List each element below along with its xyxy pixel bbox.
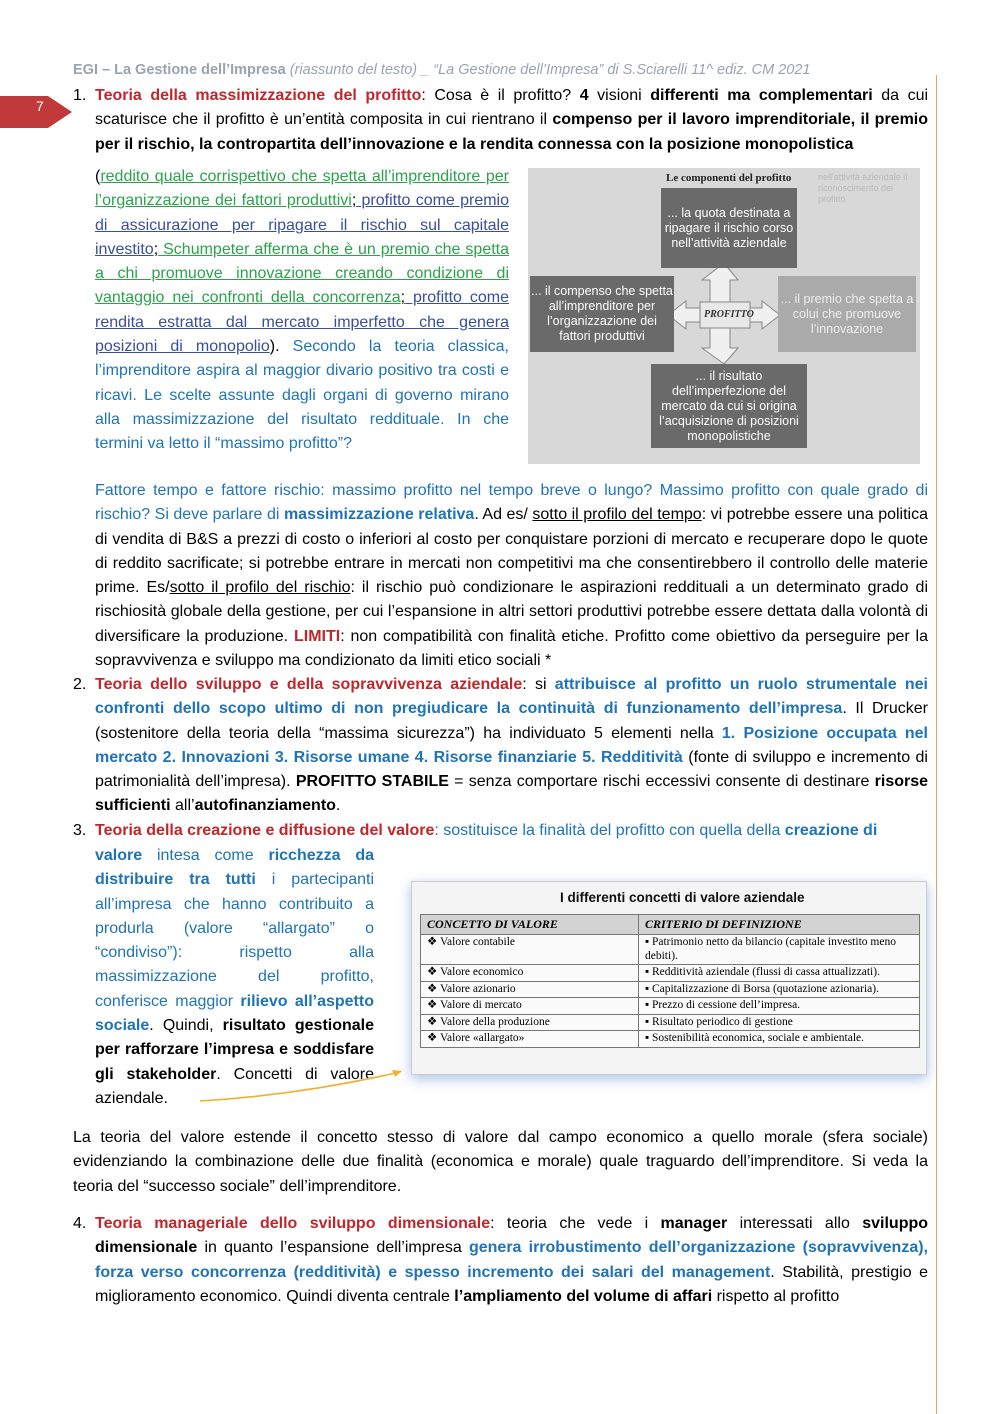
item-1-intro: 1. Teoria della massimizzazione del profitto: Cosa è il profitto? 4 visioni differenti ma complementari da cui scaturisce che il profitto è un’entità composita in cui rientrano il compenso per il lavoro imprenditoriale, il premio per il rischio, la contropartita dell’innovazione e la rendita connessa con la posizione monopolistica xyxy=(95,84,928,157)
table-row: ❖ Valore azionario ▪ Capitalizzazione di Borsa (quotazione azionaria). xyxy=(421,981,920,998)
item-title: Teoria della massimizzazione del profitto xyxy=(95,87,422,104)
figure-title: I differenti concetti di valore aziendale xyxy=(560,890,805,905)
item-1-analysis: Fattore tempo e fattore rischio: massimo profitto nel tempo breve o lungo? Massimo profitto con quale grado di rischio? Si deve parlare di massimizzazione relativa. Ad es/ sotto il profilo del tempo: vi potrebbe essere una politica di vendita di B&S a prezzi di costo o inferiori al costo per conquistare porzioni di mercato e recuperare dopo le quote di reddito sacrificate; si potrebbe entrare in mercati non competitivi ma che consentirebbero il controllo delle materie prime. Es/sotto il profilo del rischio: il rischio può condizionare le aspirazioni reddituali a un determinato grado di rischiosità globale della gestione, per cui l’espansione in altri settori produttivi potrebbe essere dettata dalla volontà di diversificare la produzione. LIMITI: non compatibilità con finalità etiche. Profitto come obiettivo da perseguire per la sopravvivenza e sviluppo ma condizionato da limiti etico sociali * xyxy=(95,482,929,670)
running-header: EGI – La Gestione dell’Impresa (riassunto del testo) _ “La Gestione dell’Impresa” di S.Sciarelli 11^ ediz. CM 2021 xyxy=(73,62,811,78)
box-innovation-premium: ... il premio che spetta a colui che promuove l’innovazione xyxy=(778,276,916,352)
value-concepts-table-figure xyxy=(411,881,927,1075)
value-theory-paragraph: La teoria del valore estende il concetto stesso di valore dal campo economico a quello morale (sfera sociale) evidenziando la combinazione delle due finalità (economica e morale) quale traguardo dell’imprenditore. Si veda la teoria del “successo sociale” dell’imprenditore. xyxy=(73,1129,928,1195)
item-3-intro: 3. Teoria della creazione e diffusione del valore: sostituisce la finalità del profitto con quella della creazione di xyxy=(73,822,878,839)
value-concepts-table xyxy=(420,914,920,1048)
page-tab-arrow-icon xyxy=(0,0,80,140)
item-title: Teoria manageriale dello sviluppo dimensionale xyxy=(95,1215,491,1232)
table-row: ❖ Valore «allargato» ▪ Sostenibilità economica, sociale e ambientale. xyxy=(421,1031,920,1048)
item-1-visions: (reddito quale corrispettivo che spetta all’imprenditore per l’organizzazione dei fattori produttivi; profitto come premio di assicurazione per ripagare il rischio sul capitale investito; Schumpeter afferma che è un premio che spetta a chi promuove innovazione creando condizione di vantaggio nei confronti della concorrenza; profitto come rendita estratta dal mercato imperfetto che genera posizioni di monopolio). Secondo la teoria classica, l’imprenditore aspira al maggior divario positivo tra costi e ricavi. Le scelte assunte dagli organi di governo mirano alla massimizzazione del risultato reddituale. In che termini va letto il “massimo profitto”? xyxy=(95,168,510,453)
table-row: ❖ Valore della produzione ▪ Risultato periodico di gestione xyxy=(421,1014,920,1031)
profit-center-label: PROFITTO xyxy=(704,309,754,320)
table-row: ❖ Valore contabile ▪ Patrimonio netto da bilancio (capitale investito meno debiti). xyxy=(421,935,920,965)
page-margin-rule xyxy=(936,75,937,1414)
item-title: Teoria della creazione e diffusione del valore xyxy=(95,822,435,839)
item-3-body: valore intesa come ricchezza da distribuire tra tutti i partecipanti all’impresa che hanno contribuito a produrla (valore “allargato” o “condiviso”): rispetto alla massimizzazione del profitto, conferisce maggior rilievo all’aspetto sociale. Quindi, risultato gestionale per rafforzare l’impresa e soddisfare gli stakeholder. Concetti di valore aziendale. xyxy=(95,847,375,1107)
column-header: CRITERIO DI DEFINIZIONE xyxy=(639,915,920,935)
box-market-imperfection: ... il risultato dell’imperfezione del mercato da cui si origina l’acquisizione di posizioni monopolistiche xyxy=(651,364,807,448)
item-2: 2. Teoria dello sviluppo e della sopravvivenza aziendale: si attribuisce al profitto un ruolo strumentale nei confronti dello scopo ultimo di non pregiudicare la continuità di funzionamento dell’impresa. Il Drucker (sostenitore della teoria della “massima sicurezza”) ha individuato 5 elementi nella 1. Posizione occupata nel mercato 2. Innovazioni 3. Risorse umane 4. Risorse finanziarie 5. Redditività (fonte di sviluppo e incremento di patrimonialità dell’impresa). PROFITTO STABILE = senza comportare rischi eccessivi consente di destinare risorse sufficienti all’autofinanziamento. xyxy=(73,676,929,815)
item-number: 1. xyxy=(73,87,87,104)
profit-components-figure: nell'attività aziendale il riconoscimento del profitto Le componenti del profitto PROFITTO ... la quota destinata a ripagare il rischio corso nell’attività aziendale ... il compenso che spetta all’imprenditore per l’organizzazione dei fattori produttivi ... il premio che spetta a colui che promuove l’innovazione ... il risultato dell’imperfezione del mercato da cui si origina l’acquisizione di posizioni monopolistiche xyxy=(528,168,920,464)
column-header: CONCETTO DI VALORE xyxy=(421,915,639,935)
box-entrepreneur-compensation: ... il compenso che spetta all’imprenditore per l’organizzazione dei fattori produttivi xyxy=(530,276,674,352)
item-4: 4. Teoria manageriale dello sviluppo dimensionale: teoria che vede i manager interessati allo sviluppo dimensionale in quanto l’espansione dell’impresa genera irrobustimento dell’organizzazione (sopravvivenza), forza verso concorrenza (redditività) e spesso incremento dei salari del management. Stabilità, prestigio e miglioramento economico. Quindi diventa centrale l’ampliamento del volume di affari rispetto al profitto xyxy=(73,1215,929,1305)
table-row: ❖ Valore di mercato ▪ Prezzo di cessione dell’impresa. xyxy=(421,998,920,1015)
item-title: Teoria dello sviluppo e della sopravvivenza aziendale xyxy=(95,676,523,693)
figure-title: Le componenti del profitto xyxy=(666,172,792,184)
page-number: 7 xyxy=(36,98,44,114)
box-risk-share: ... la quota destinata a ripagare il rischio corso nell’attività aziendale xyxy=(661,188,797,268)
table-row: ❖ Valore economico ▪ Redditività aziendale (flussi di cassa attualizzati). xyxy=(421,965,920,982)
